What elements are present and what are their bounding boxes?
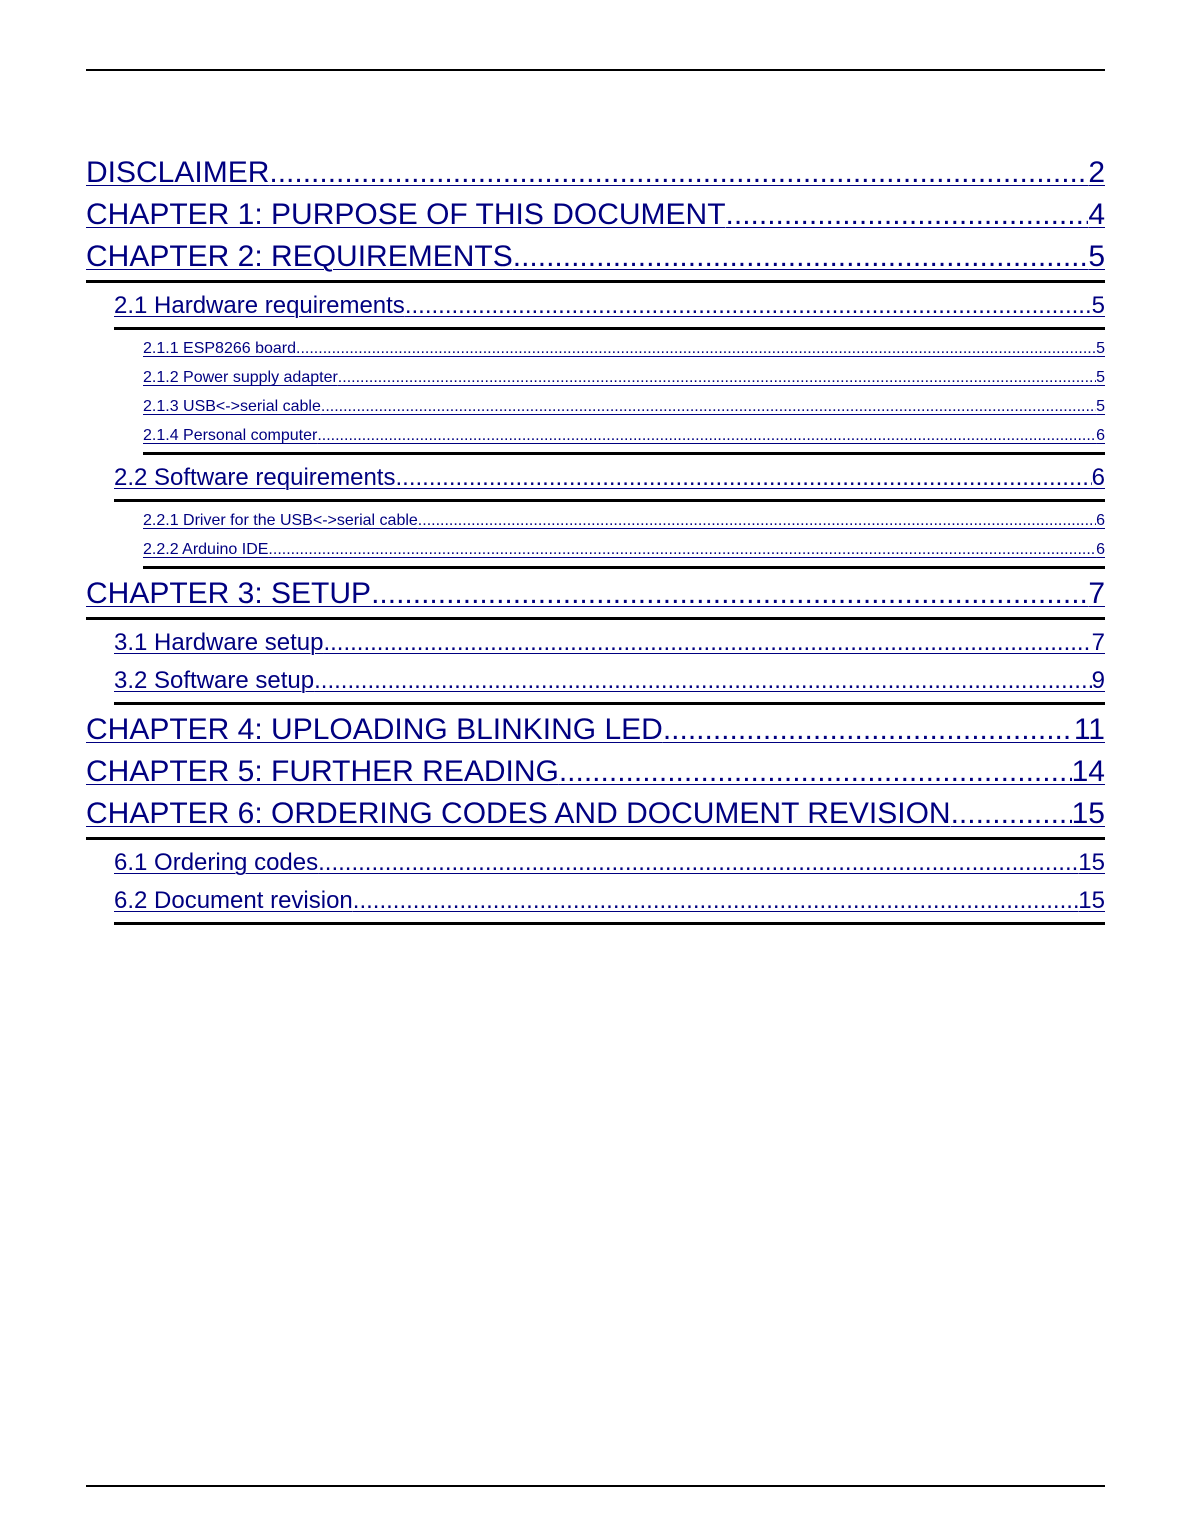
dot-leader (405, 287, 1092, 325)
toc-entry-label: DISCLAIMER (86, 156, 270, 189)
toc-entry-chapter-6[interactable] (86, 793, 1105, 840)
toc-entry-label: 2.2.2 Arduino IDE (143, 541, 269, 558)
toc-entry-page: 6 (1096, 512, 1105, 529)
toc-entry-2-1-1[interactable] (143, 334, 1105, 363)
dot-leader (323, 624, 1091, 662)
toc-entry-label: 2.2 Software requirements (114, 464, 396, 491)
toc-entry-page: 6 (1091, 464, 1105, 491)
dot-leader (371, 573, 1088, 615)
dot-leader (559, 751, 1072, 793)
toc-entry-label: CHAPTER 1: PURPOSE OF THIS DOCUMENT (86, 198, 726, 231)
toc-entry-page: 5 (1096, 369, 1105, 386)
toc-entry-page: 14 (1071, 755, 1105, 788)
dot-leader (268, 535, 1096, 564)
toc-entry-label: 2.1.2 Power supply adapter (143, 369, 338, 386)
dot-leader (663, 709, 1074, 751)
toc-entry-disclaimer[interactable] (86, 152, 1105, 194)
toc-entry-label: 3.2 Software setup (114, 667, 315, 694)
toc-entry-page: 2 (1088, 156, 1105, 189)
toc-entry-2-2-2[interactable] (143, 535, 1105, 569)
toc-entry-2-1-3[interactable] (143, 392, 1105, 421)
toc-entry-page: 4 (1088, 198, 1105, 231)
toc-entry-page: 9 (1091, 667, 1105, 694)
toc-entry-page: 15 (1071, 797, 1105, 830)
dot-leader (726, 194, 1089, 236)
dot-leader (321, 392, 1096, 421)
toc-entry-6-1[interactable] (114, 844, 1105, 882)
toc-entry-2-1-4[interactable] (143, 421, 1105, 455)
toc-entry-page: 7 (1088, 577, 1105, 610)
toc-entry-label: 6.1 Ordering codes (114, 849, 319, 876)
toc-entry-label: 2.1.3 USB<->serial cable (143, 398, 321, 415)
toc-entry-label: CHAPTER 4: UPLOADING BLINKING LED (86, 713, 663, 746)
dot-leader (513, 236, 1089, 278)
toc-entry-2-1-2[interactable] (143, 363, 1105, 392)
toc-entry-label: 2.2.1 Driver for the USB<->serial cable (143, 512, 418, 529)
dot-leader (317, 421, 1096, 450)
toc-entry-page: 6 (1096, 541, 1105, 558)
dot-leader (353, 882, 1079, 920)
toc-entry-chapter-2[interactable] (86, 236, 1105, 283)
dot-leader (395, 459, 1091, 497)
toc-entry-page: 7 (1091, 629, 1105, 656)
toc-entry-page: 15 (1078, 849, 1105, 876)
toc-entry-label: 6.2 Document revision (114, 887, 353, 914)
header-rule (86, 69, 1105, 71)
dot-leader (338, 363, 1096, 392)
toc-entry-2-2-1[interactable] (143, 506, 1105, 535)
toc-entry-page: 5 (1091, 292, 1105, 319)
toc-entry-6-2[interactable] (114, 882, 1105, 925)
toc-entry-chapter-4[interactable] (86, 709, 1105, 751)
toc-entry-label: 3.1 Hardware setup (114, 629, 324, 656)
dot-leader (951, 793, 1072, 835)
dot-leader (269, 152, 1088, 194)
toc-entry-3-1[interactable] (114, 624, 1105, 662)
toc-entry-page: 15 (1078, 887, 1105, 914)
dot-leader (314, 662, 1092, 700)
footer-rule (86, 1485, 1105, 1487)
toc-entry-label: CHAPTER 3: SETUP (86, 577, 372, 610)
toc-entry-chapter-5[interactable] (86, 751, 1105, 793)
dot-leader (296, 334, 1096, 363)
toc-entry-page: 5 (1088, 240, 1105, 273)
toc-entry-label: 2.1 Hardware requirements (114, 292, 405, 319)
toc-entry-2-1[interactable] (114, 287, 1105, 330)
toc-entry-3-2[interactable] (114, 662, 1105, 705)
toc-entry-page: 5 (1096, 340, 1105, 357)
dot-leader (418, 506, 1096, 535)
toc-entry-label: CHAPTER 2: REQUIREMENTS (86, 240, 513, 273)
toc-entry-label: 2.1.4 Personal computer (143, 427, 318, 444)
toc-entry-label: CHAPTER 5: FURTHER READING (86, 755, 559, 788)
toc-entry-chapter-1[interactable] (86, 194, 1105, 236)
toc-entry-label: CHAPTER 6: ORDERING CODES AND DOCUMENT REVISION (86, 797, 951, 830)
toc-entry-chapter-3[interactable] (86, 573, 1105, 620)
toc-entry-page: 6 (1096, 427, 1105, 444)
dot-leader (318, 844, 1078, 882)
toc-entry-2-2[interactable] (114, 459, 1105, 502)
toc-entry-page: 11 (1073, 713, 1105, 746)
toc-entry-label: 2.1.1 ESP8266 board (143, 340, 297, 357)
toc-entry-page: 5 (1096, 398, 1105, 415)
table-of-contents (86, 152, 1105, 929)
